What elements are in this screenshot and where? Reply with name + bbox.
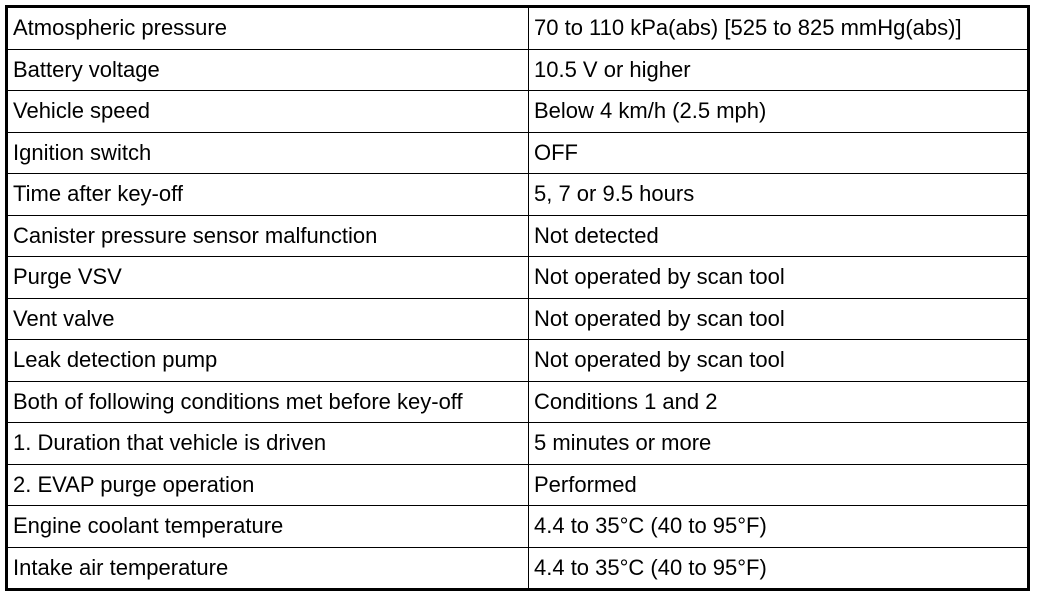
table-row bbox=[7, 174, 1029, 216]
value-cell: OFF bbox=[529, 132, 1029, 174]
table-row bbox=[7, 506, 1029, 548]
condition-cell: 1. Duration that vehicle is driven bbox=[7, 423, 529, 465]
condition-cell: Both of following conditions met before key-off bbox=[7, 381, 529, 423]
table-row bbox=[7, 132, 1029, 174]
value-cell: Not operated by scan tool bbox=[529, 257, 1029, 299]
table-row bbox=[7, 215, 1029, 257]
conditions-table bbox=[5, 5, 1030, 591]
condition-cell: Purge VSV bbox=[7, 257, 529, 299]
condition-cell: Intake air temperature bbox=[7, 547, 529, 590]
table-row bbox=[7, 464, 1029, 506]
condition-cell: Leak detection pump bbox=[7, 340, 529, 382]
value-cell: 5, 7 or 9.5 hours bbox=[529, 174, 1029, 216]
table-body bbox=[7, 7, 1029, 590]
condition-cell: Battery voltage bbox=[7, 49, 529, 91]
condition-cell: Atmospheric pressure bbox=[7, 7, 529, 50]
value-cell: Below 4 km/h (2.5 mph) bbox=[529, 91, 1029, 133]
value-cell: 5 minutes or more bbox=[529, 423, 1029, 465]
table-row bbox=[7, 91, 1029, 133]
value-cell: 4.4 to 35°C (40 to 95°F) bbox=[529, 506, 1029, 548]
condition-cell: Engine coolant temperature bbox=[7, 506, 529, 548]
table-row bbox=[7, 49, 1029, 91]
table-row bbox=[7, 340, 1029, 382]
condition-cell: Vent valve bbox=[7, 298, 529, 340]
table-row bbox=[7, 547, 1029, 590]
value-cell: Not operated by scan tool bbox=[529, 340, 1029, 382]
condition-cell: 2. EVAP purge operation bbox=[7, 464, 529, 506]
condition-cell: Canister pressure sensor malfunction bbox=[7, 215, 529, 257]
condition-cell: Ignition switch bbox=[7, 132, 529, 174]
value-cell: 70 to 110 kPa(abs) [525 to 825 mmHg(abs)] bbox=[529, 7, 1029, 50]
value-cell: 4.4 to 35°C (40 to 95°F) bbox=[529, 547, 1029, 590]
table-row bbox=[7, 423, 1029, 465]
table-row bbox=[7, 381, 1029, 423]
table-row bbox=[7, 7, 1029, 50]
value-cell: Conditions 1 and 2 bbox=[529, 381, 1029, 423]
condition-cell: Vehicle speed bbox=[7, 91, 529, 133]
value-cell: 10.5 V or higher bbox=[529, 49, 1029, 91]
value-cell: Performed bbox=[529, 464, 1029, 506]
table-row bbox=[7, 257, 1029, 299]
condition-cell: Time after key-off bbox=[7, 174, 529, 216]
table-row bbox=[7, 298, 1029, 340]
value-cell: Not operated by scan tool bbox=[529, 298, 1029, 340]
value-cell: Not detected bbox=[529, 215, 1029, 257]
